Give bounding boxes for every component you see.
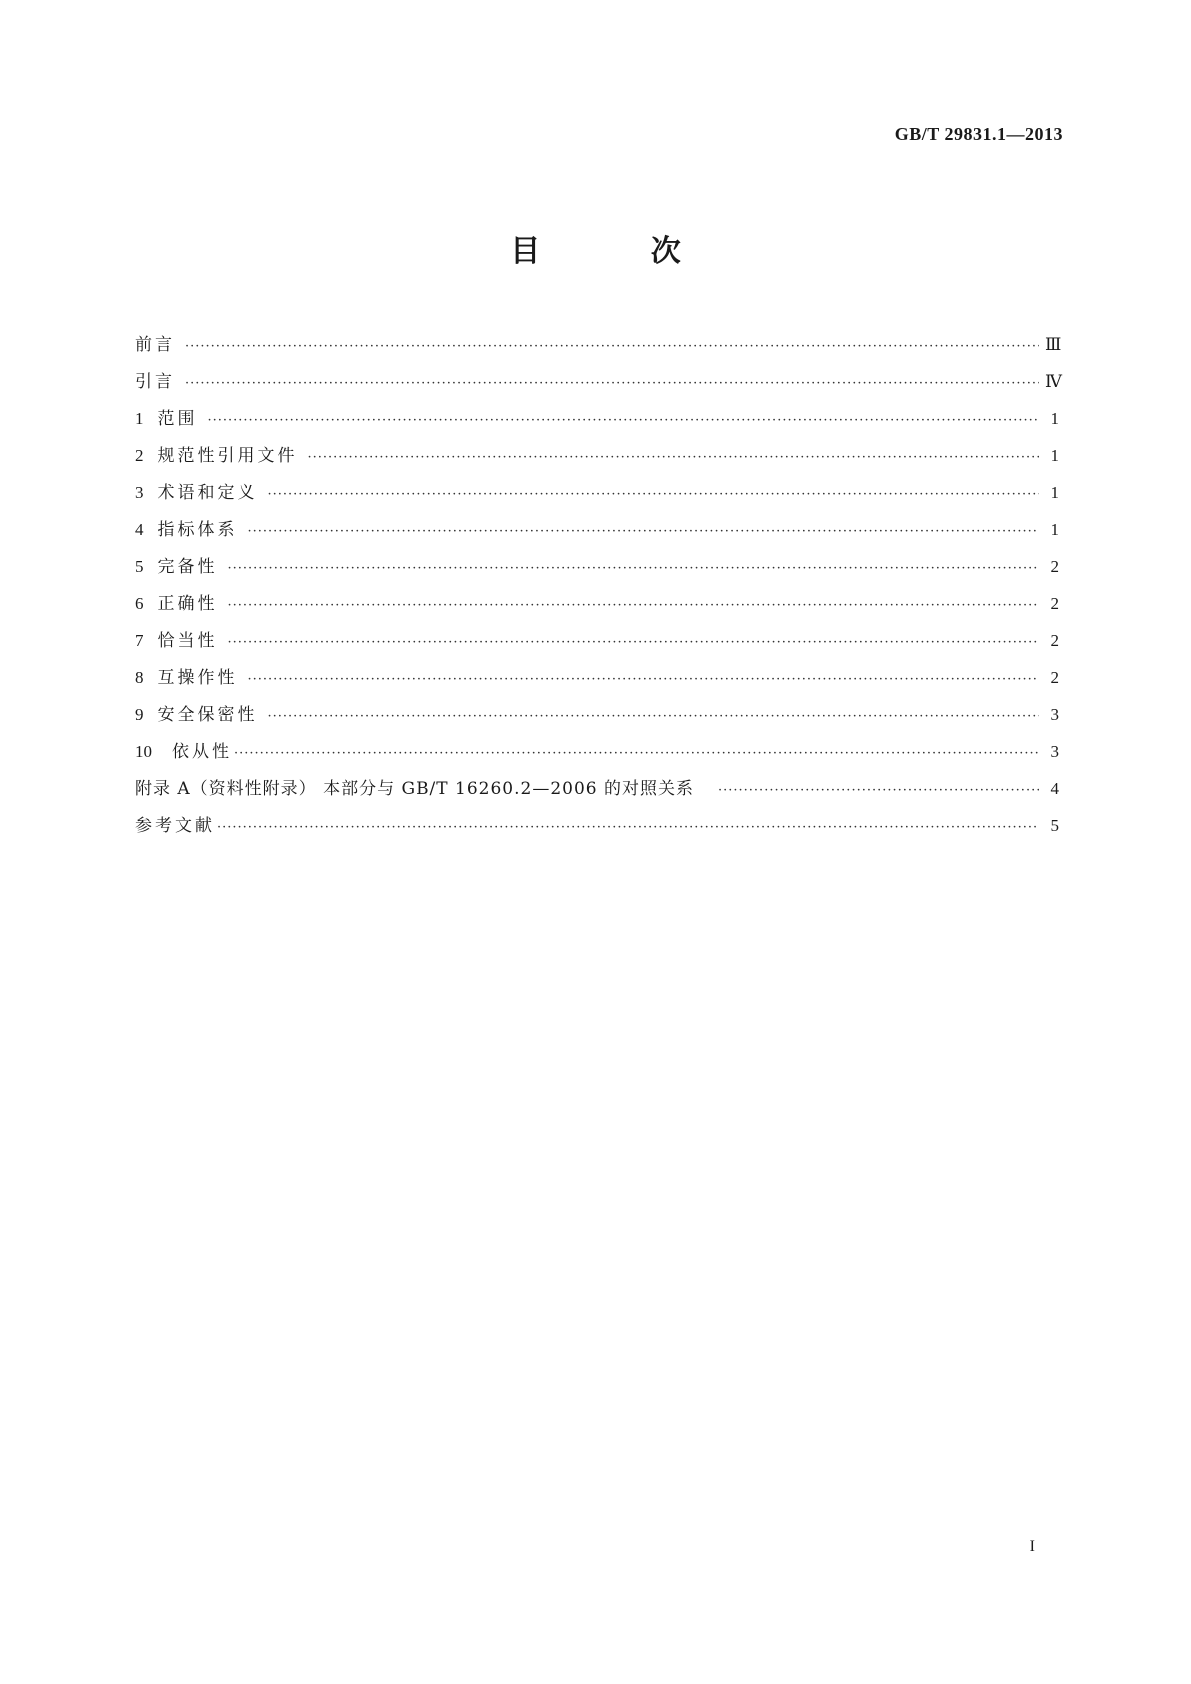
toc-entry-page: 2 xyxy=(1050,557,1059,576)
toc-entry-number: 9 xyxy=(135,705,144,724)
toc-entry-page: Ⅲ xyxy=(1045,335,1062,354)
toc-entry-page: 2 xyxy=(1050,594,1059,613)
toc-entry-number: 7 xyxy=(135,631,144,650)
toc-entry-page: 1 xyxy=(1050,483,1059,502)
toc-entry-label: 范围 xyxy=(157,409,198,429)
dot-leader xyxy=(185,376,1039,391)
toc-entry-number: 5 xyxy=(135,557,144,576)
toc-entry-label: 参考文献 xyxy=(135,816,215,836)
toc-entry-label: 附录 A（资料性附录） 本部分与 GB/T 16260.2—2006 的对照关系 xyxy=(135,779,694,799)
toc-entry-number: 10 xyxy=(135,742,152,761)
toc-entry-introduction[interactable] xyxy=(135,367,1062,404)
toc-entry-label: 安全保密性 xyxy=(157,705,258,725)
toc-entry-number: 8 xyxy=(135,668,144,687)
toc-entry-10[interactable] xyxy=(135,737,1059,774)
toc-entry-annex-a[interactable] xyxy=(135,774,1059,811)
toc-entry-page: 2 xyxy=(1050,631,1059,650)
toc-entry-bibliography[interactable] xyxy=(135,811,1059,848)
toc-entry-page: 1 xyxy=(1050,409,1059,428)
dot-leader xyxy=(268,709,1040,724)
toc-entry-label: 前言 xyxy=(135,335,175,355)
toc-entry-page: 3 xyxy=(1050,705,1059,724)
toc-entry-label: 引言 xyxy=(135,372,175,392)
toc-entry-page: 4 xyxy=(1050,779,1059,798)
dot-leader xyxy=(308,450,1040,465)
toc-entry-label: 互操作性 xyxy=(157,668,238,688)
page-number: I xyxy=(1029,1538,1035,1555)
toc-entry-label: 恰当性 xyxy=(157,631,218,651)
toc-entry-label: 指标体系 xyxy=(157,520,238,540)
toc-entry-5[interactable] xyxy=(135,552,1059,589)
toc-entry-1[interactable] xyxy=(135,404,1059,441)
toc-entry-2[interactable] xyxy=(135,441,1059,478)
toc-entry-number: 1 xyxy=(135,409,144,428)
toc-entry-label: 术语和定义 xyxy=(157,483,258,503)
toc-entry-page: Ⅳ xyxy=(1045,372,1062,391)
dot-leader xyxy=(268,487,1040,502)
toc-entry-9[interactable] xyxy=(135,700,1059,737)
toc-entry-page: 2 xyxy=(1050,668,1059,687)
toc-entry-label: 完备性 xyxy=(157,557,218,577)
toc-entry-page: 1 xyxy=(1050,446,1059,465)
toc-entry-3[interactable] xyxy=(135,478,1059,515)
dot-leader xyxy=(248,672,1040,687)
toc-entry-page: 1 xyxy=(1050,520,1059,539)
toc-entry-page: 3 xyxy=(1050,742,1059,761)
dot-leader xyxy=(217,820,1039,835)
toc-entry-number: 4 xyxy=(135,520,144,539)
toc-entry-number: 6 xyxy=(135,594,144,613)
dot-leader xyxy=(248,524,1040,539)
dot-leader xyxy=(228,561,1040,576)
dot-leader xyxy=(718,783,1039,798)
standard-code: GB/T 29831.1—2013 xyxy=(894,124,1063,144)
dot-leader xyxy=(185,339,1039,354)
dot-leader xyxy=(228,635,1040,650)
page-title: 目 次 xyxy=(510,234,731,269)
toc-entry-8[interactable] xyxy=(135,663,1059,700)
toc-entry-7[interactable] xyxy=(135,626,1059,663)
dot-leader xyxy=(228,598,1040,613)
toc-entry-number: 2 xyxy=(135,446,144,465)
toc-entry-label: 正确性 xyxy=(157,594,218,614)
toc-entry-label: 规范性引用文件 xyxy=(157,446,298,466)
dot-leader xyxy=(234,746,1039,761)
toc-entry-6[interactable] xyxy=(135,589,1059,626)
table-of-contents xyxy=(135,330,1062,848)
toc-entry-page: 5 xyxy=(1050,816,1059,835)
toc-entry-foreword[interactable] xyxy=(135,330,1062,367)
toc-entry-4[interactable] xyxy=(135,515,1059,552)
toc-entry-number: 3 xyxy=(135,483,144,502)
dot-leader xyxy=(208,413,1040,428)
toc-entry-label: 依从性 xyxy=(172,742,232,762)
